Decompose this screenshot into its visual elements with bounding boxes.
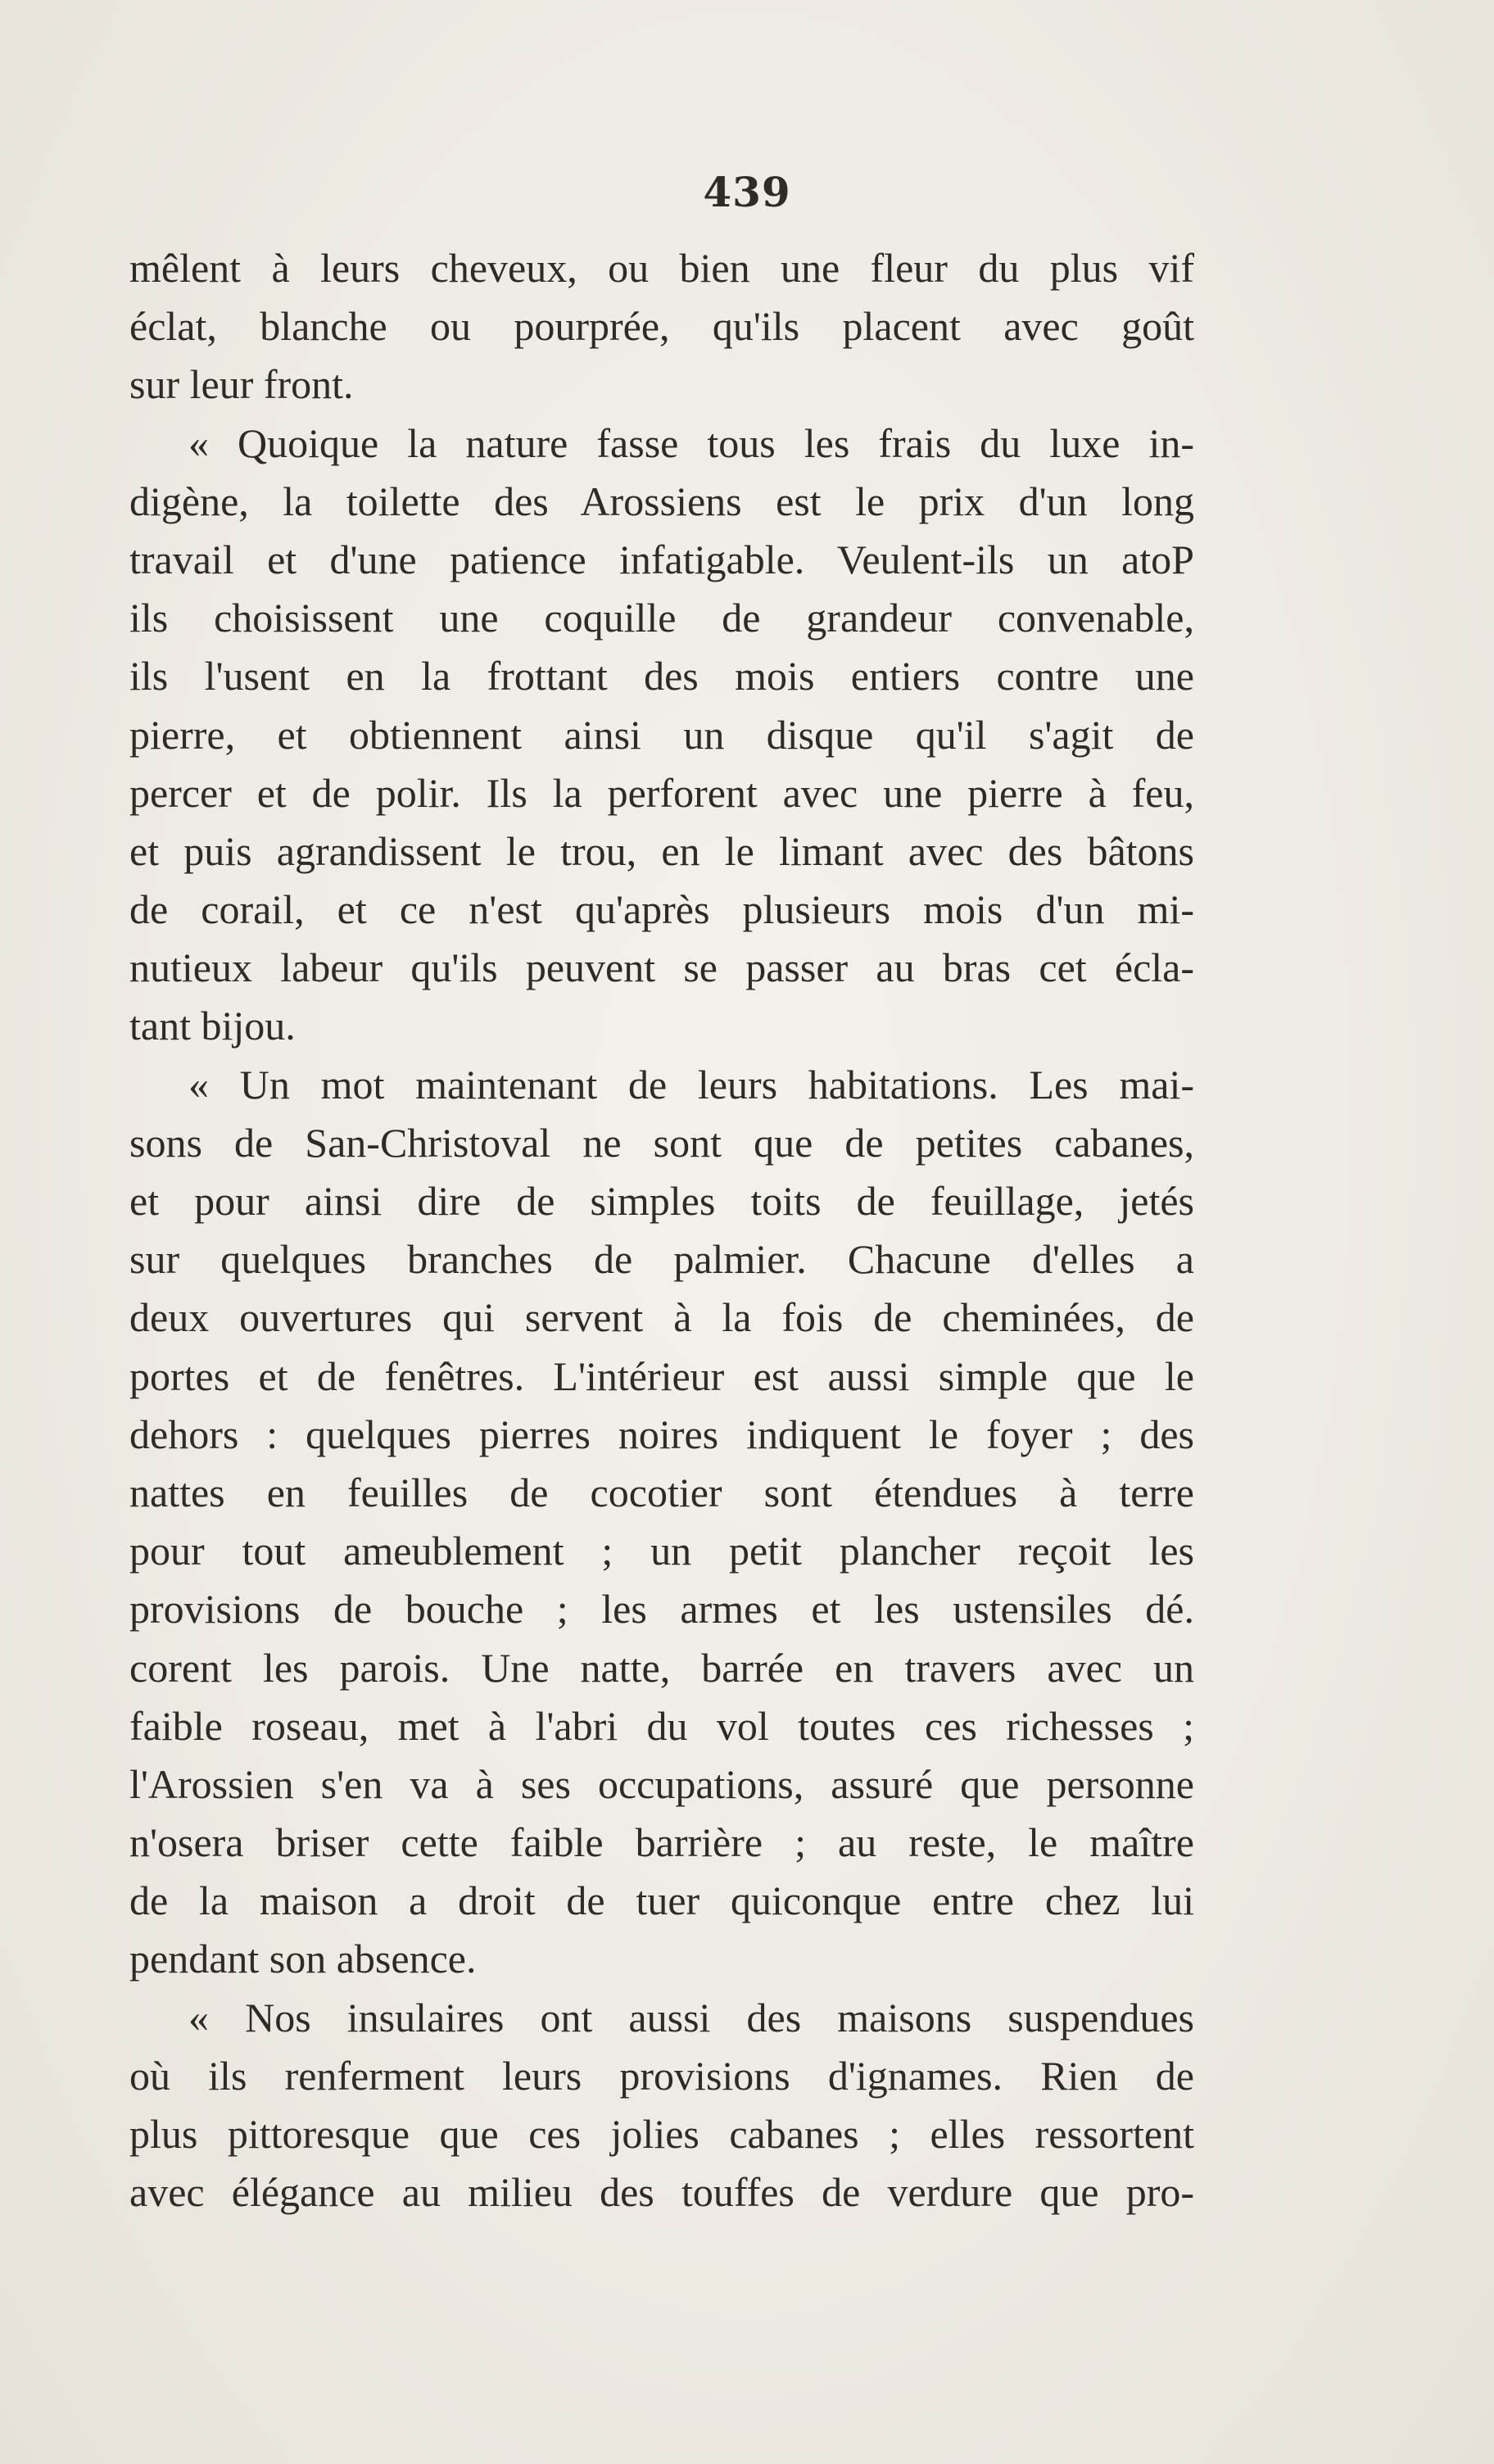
text-line: portes et de fenêtres. L'intérieur est aussi simple que le: [129, 1352, 1194, 1399]
text-line: où ils renferment leurs provisions d'ignames. Rien de: [129, 2052, 1194, 2099]
text-line: ils choisissent une coquille de grandeur convenable,: [129, 595, 1194, 641]
text-line: de la maison a droit de tuer quiconque entre chez lui: [129, 1877, 1194, 1924]
text-line: nutieux labeur qu'ils peuvent se passer au bras cet écla-: [129, 944, 1194, 991]
text-line: et puis agrandissent le trou, en le limant avec des bâtons: [129, 827, 1194, 874]
text-line: nattes en feuilles de cocotier sont étendues à terre: [129, 1469, 1194, 1515]
text-line: pendant son absence.: [129, 1936, 477, 1982]
paragraph-start-line: « Nos insulaires ont aussi des maisons suspendues: [188, 1994, 1194, 2040]
paragraph-start-line: « Un mot maintenant de leurs habitations. Les mai-: [188, 1061, 1194, 1107]
text-line: n'osera briser cette faible barrière ; au reste, le maître: [129, 1819, 1194, 1866]
text-line: provisions de bouche ; les armes et les ustensiles dé.: [129, 1586, 1194, 1633]
text-line: sons de San-Christoval ne sont que de petites cabanes,: [129, 1119, 1194, 1166]
text-line: tant bijou.: [129, 1003, 296, 1049]
text-line: pierre, et obtiennent ainsi un disque qu'il s'agit de: [129, 711, 1194, 758]
text-line: sur quelques branches de palmier. Chacune d'elles a: [129, 1236, 1194, 1283]
text-line: percer et de polir. Ils la perforent avec une pierre à feu,: [129, 769, 1194, 816]
text-line: éclat, blanche ou pourprée, qu'ils placent avec goût: [129, 303, 1194, 350]
text-line: faible roseau, met à l'abri du vol toutes ces richesses ;: [129, 1702, 1194, 1749]
text-line: plus pittoresque que ces jolies cabanes ; elles ressortent: [129, 2111, 1194, 2157]
text-line: mêlent à leurs cheveux, ou bien une fleur du plus vif: [129, 245, 1194, 291]
text-line: sur leur front.: [129, 361, 354, 408]
paragraph-start-line: « Quoique la nature fasse tous les frais du luxe in-: [188, 419, 1194, 466]
text-line: travail et d'une patience infatigable. Veulent-ils un atoP: [129, 536, 1194, 582]
text-line: pour tout ameublement ; un petit plancher reçoit les: [129, 1528, 1194, 1574]
text-line: ils l'usent en la frottant des mois entiers contre une: [129, 653, 1194, 700]
text-line: de corail, et ce n'est qu'après plusieurs mois d'un mi-: [129, 886, 1194, 933]
text-line: et pour ainsi dire de simples toits de feuillage, jetés: [129, 1178, 1194, 1224]
text-line: l'Arossien s'en va à ses occupations, assuré que personne: [129, 1760, 1194, 1807]
text-line: dehors : quelques pierres noires indiquent le foyer ; des: [129, 1411, 1194, 1457]
body-text: [129, 239, 1194, 2222]
text-line: corent les parois. Une natte, barrée en travers avec un: [129, 1644, 1194, 1691]
text-line: avec élégance au milieu des touffes de verdure que pro-: [129, 2169, 1194, 2216]
page-number: 439: [703, 168, 791, 216]
text-line: deux ouvertures qui servent à la fois de cheminées, de: [129, 1294, 1194, 1341]
text-line: digène, la toilette des Arossiens est le prix d'un long: [129, 478, 1194, 524]
